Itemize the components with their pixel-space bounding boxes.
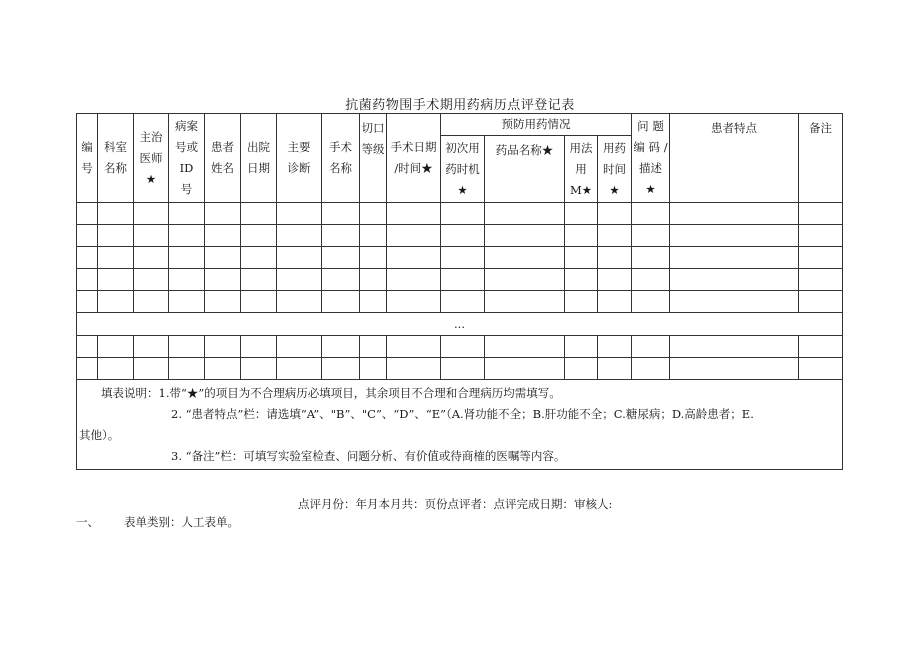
- table-cell[interactable]: [485, 203, 565, 225]
- form-title: 抗菌药物围手术期用药病历点评登记表: [345, 98, 575, 113]
- table-cell[interactable]: [277, 358, 322, 380]
- table-cell[interactable]: [77, 247, 98, 269]
- header-row-1: [77, 114, 843, 136]
- table-cell[interactable]: [241, 247, 277, 269]
- table-cell[interactable]: [360, 336, 387, 358]
- table-cell[interactable]: [277, 247, 322, 269]
- table-cell[interactable]: [277, 336, 322, 358]
- table-cell[interactable]: [670, 247, 799, 269]
- table-cell[interactable]: [565, 291, 598, 313]
- table-cell[interactable]: [205, 269, 241, 291]
- table-cell[interactable]: [77, 203, 98, 225]
- table-cell[interactable]: [670, 336, 799, 358]
- review-footer: 点评月份：年月本月共：页份点评者：点评完成日期：审核人:: [298, 497, 613, 511]
- table-row: [77, 269, 843, 291]
- table-cell[interactable]: [565, 269, 598, 291]
- table-cell[interactable]: [277, 269, 322, 291]
- header-diagnosis: 主要 诊断: [277, 114, 322, 203]
- table-cell[interactable]: [205, 203, 241, 225]
- instructions-cell: [77, 380, 843, 470]
- table-cell[interactable]: [322, 247, 360, 269]
- table-cell[interactable]: [485, 269, 565, 291]
- table-cell[interactable]: [169, 291, 205, 313]
- table-cell[interactable]: [241, 269, 277, 291]
- table-cell[interactable]: [277, 291, 322, 313]
- header-remarks: 备注: [799, 114, 843, 203]
- header-dept: 科室 名称: [98, 114, 134, 203]
- instruction-line-3: 其他）。: [79, 427, 120, 442]
- table-cell[interactable]: [799, 269, 843, 291]
- header-drug-name: 药品名称★: [485, 136, 565, 203]
- section-text: 表单类别：人工表单。: [124, 515, 239, 529]
- table-cell[interactable]: [485, 358, 565, 380]
- table-cell[interactable]: [205, 358, 241, 380]
- table-cell[interactable]: [598, 291, 632, 313]
- table-cell[interactable]: [565, 247, 598, 269]
- table-cell[interactable]: [441, 336, 485, 358]
- table-cell[interactable]: [98, 225, 134, 247]
- table-cell[interactable]: [670, 269, 799, 291]
- table-cell[interactable]: [485, 291, 565, 313]
- ellipsis-text: ...: [77, 313, 843, 336]
- table-cell[interactable]: [485, 336, 565, 358]
- table-cell[interactable]: [277, 225, 322, 247]
- table-cell[interactable]: [632, 203, 670, 225]
- header-prophylaxis-group: 预防用药情况: [441, 114, 632, 136]
- table-cell[interactable]: [98, 247, 134, 269]
- header-first-timing: 初次用 药时机 ★: [441, 136, 485, 203]
- table-cell[interactable]: [77, 358, 98, 380]
- header-patient-name: 患者 姓名: [205, 114, 241, 203]
- table-cell[interactable]: [441, 203, 485, 225]
- table-cell[interactable]: [387, 225, 441, 247]
- section-number: 一、: [76, 515, 99, 529]
- table-cell[interactable]: [632, 336, 670, 358]
- table-cell[interactable]: [598, 247, 632, 269]
- table-cell[interactable]: [598, 225, 632, 247]
- table-cell[interactable]: [169, 225, 205, 247]
- table-cell[interactable]: [360, 247, 387, 269]
- table-cell[interactable]: [632, 291, 670, 313]
- table-cell[interactable]: [565, 336, 598, 358]
- header-issue-code: 问 题 编 码 / 描述 ★: [632, 114, 670, 203]
- table-cell[interactable]: [565, 225, 598, 247]
- table-cell[interactable]: [205, 225, 241, 247]
- table-cell[interactable]: [670, 225, 799, 247]
- table-cell[interactable]: [670, 358, 799, 380]
- table-cell[interactable]: [169, 269, 205, 291]
- table-cell[interactable]: [169, 203, 205, 225]
- table-cell[interactable]: [98, 291, 134, 313]
- form-category-section: [76, 514, 239, 530]
- table-row: [77, 203, 843, 225]
- table-cell[interactable]: [205, 291, 241, 313]
- table-cell[interactable]: [360, 269, 387, 291]
- table-cell[interactable]: [205, 336, 241, 358]
- table-cell[interactable]: [485, 247, 565, 269]
- table-cell[interactable]: [387, 291, 441, 313]
- table-row: [77, 336, 843, 358]
- table-cell[interactable]: [670, 291, 799, 313]
- header-surgery-date: 手术日期 /时间★: [387, 114, 441, 203]
- table-cell[interactable]: [77, 291, 98, 313]
- table-cell[interactable]: [598, 336, 632, 358]
- table-cell[interactable]: [670, 203, 799, 225]
- table-cell[interactable]: [205, 247, 241, 269]
- table-cell[interactable]: [387, 247, 441, 269]
- table-cell[interactable]: [799, 291, 843, 313]
- ellipsis-row: [77, 313, 843, 336]
- table-cell[interactable]: [441, 291, 485, 313]
- table-cell[interactable]: [565, 358, 598, 380]
- table-row: [77, 291, 843, 313]
- table-cell[interactable]: [277, 203, 322, 225]
- table-cell[interactable]: [77, 269, 98, 291]
- table-cell[interactable]: [77, 225, 98, 247]
- table-cell[interactable]: [632, 269, 670, 291]
- table-cell[interactable]: [387, 269, 441, 291]
- table-cell[interactable]: [134, 247, 169, 269]
- table-cell[interactable]: [565, 203, 598, 225]
- table-cell[interactable]: [241, 336, 277, 358]
- table-cell[interactable]: [360, 358, 387, 380]
- header-discharge-date: 出院 日期: [241, 114, 277, 203]
- table-cell[interactable]: [441, 225, 485, 247]
- table-cell[interactable]: [241, 225, 277, 247]
- table-cell[interactable]: [322, 225, 360, 247]
- header-usage: 用法 用 M★: [565, 136, 598, 203]
- table-cell[interactable]: [632, 247, 670, 269]
- header-patient-features: 患者特点: [670, 114, 799, 203]
- table-cell[interactable]: [387, 336, 441, 358]
- table-cell[interactable]: [799, 358, 843, 380]
- table-cell[interactable]: [360, 291, 387, 313]
- table-cell[interactable]: [322, 358, 360, 380]
- table-cell[interactable]: [799, 225, 843, 247]
- table-cell[interactable]: [360, 203, 387, 225]
- instruction-line-4: 3. “备注”栏：可填写实验室检查、问题分析、有价值或待商榷的医嘱等内容。: [171, 448, 566, 463]
- instruction-line-2: 2. “患者特点”栏：请选填“A”、"B”、"C”、“D”、“E”（A.肾功能不全；B.肝功能不全；C.糖尿病；D.高龄患者；E.: [171, 406, 754, 421]
- table-cell[interactable]: [98, 203, 134, 225]
- table-cell[interactable]: [322, 336, 360, 358]
- table-cell[interactable]: [598, 203, 632, 225]
- table-cell[interactable]: [387, 358, 441, 380]
- table-row: [77, 358, 843, 380]
- header-incision-grade: 切口 等级: [360, 114, 387, 203]
- table-cell[interactable]: [134, 269, 169, 291]
- table-cell[interactable]: [134, 291, 169, 313]
- table-cell[interactable]: [387, 203, 441, 225]
- table-cell[interactable]: [169, 247, 205, 269]
- table-cell[interactable]: [134, 358, 169, 380]
- table-cell[interactable]: [485, 225, 565, 247]
- table-cell[interactable]: [799, 336, 843, 358]
- header-case-id: 病案 号或 ID 号: [169, 114, 205, 203]
- table-cell[interactable]: [598, 269, 632, 291]
- instruction-line-1: 填表说明：1.带“★”的项目为不合理病历必填项目，其余项目不合理和合理病历均需填写。: [101, 385, 561, 400]
- header-no: 编 号: [77, 114, 98, 203]
- header-duration: 用药 时间 ★: [598, 136, 632, 203]
- table-cell[interactable]: [169, 358, 205, 380]
- table-cell[interactable]: [241, 291, 277, 313]
- table-cell[interactable]: [134, 203, 169, 225]
- table-cell[interactable]: [98, 358, 134, 380]
- table-cell[interactable]: [441, 247, 485, 269]
- table-cell[interactable]: [322, 203, 360, 225]
- table-cell[interactable]: [98, 336, 134, 358]
- table-cell[interactable]: [77, 336, 98, 358]
- table-cell[interactable]: [241, 203, 277, 225]
- table-row: [77, 225, 843, 247]
- table-cell[interactable]: [134, 225, 169, 247]
- table-cell[interactable]: [632, 225, 670, 247]
- table-cell[interactable]: [799, 247, 843, 269]
- table-cell[interactable]: [799, 203, 843, 225]
- table-cell[interactable]: [360, 225, 387, 247]
- table-cell[interactable]: [632, 358, 670, 380]
- registration-table: [76, 113, 843, 470]
- header-surgery-name: 手术 名称: [322, 114, 360, 203]
- table-cell[interactable]: [134, 336, 169, 358]
- header-doctor: 主治 医师 ★: [134, 114, 169, 203]
- table-cell[interactable]: [441, 269, 485, 291]
- table-cell[interactable]: [322, 269, 360, 291]
- table-row: [77, 247, 843, 269]
- table-cell[interactable]: [169, 336, 205, 358]
- table-cell[interactable]: [598, 358, 632, 380]
- table-cell[interactable]: [441, 358, 485, 380]
- instructions-row: [77, 380, 843, 470]
- table-cell[interactable]: [98, 269, 134, 291]
- table-cell[interactable]: [322, 291, 360, 313]
- table-cell[interactable]: [241, 358, 277, 380]
